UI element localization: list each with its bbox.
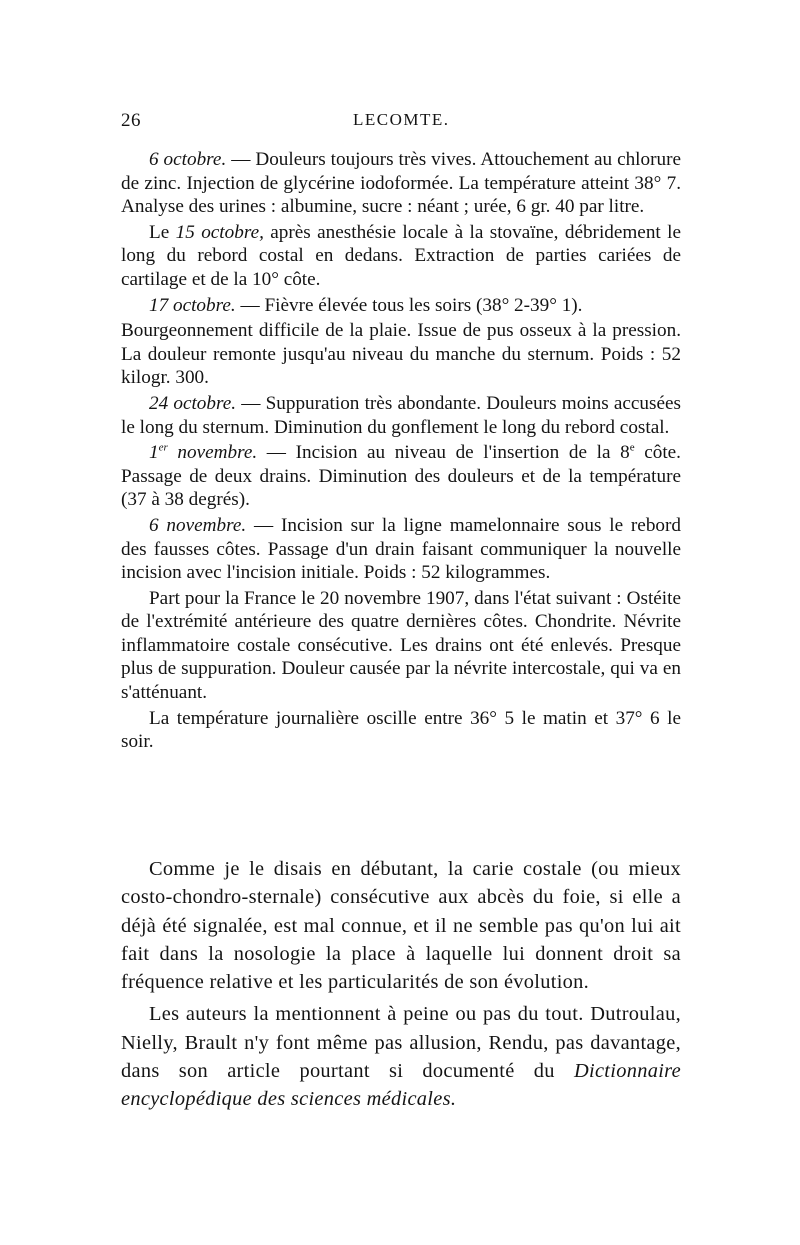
note-date: 6 octobre. (149, 149, 227, 170)
note-date: 6 novembre. (149, 514, 247, 536)
main-paragraph-2 (121, 1000, 681, 1113)
note-paragraph-oct-6 (121, 148, 681, 219)
note-paragraph-nov-1 (121, 441, 681, 512)
note-text: Part pour la France le 20 novembre 1907, dans l'état suivant : Ostéite de l'extrémité antérieure des quatre dernières côtes. Chondrite. Névrite inflammatoire costale consécutive. Les drains ont été enlevés. Presque plus de suppuration. Douleur causée par la névrite intercostale, qui va en s'atténuant. (121, 587, 681, 704)
note-text: Bourgeonnement difficile de la plaie. Issue de pus osseux à la pression. La douleur remonte jusqu'au niveau du manche du sternum. Poids : 52 kilogr. 300. (121, 320, 681, 389)
running-head: LECOMTE. (353, 110, 450, 129)
main-text-body: Les auteurs la mentionnent à peine ou pas du tout. Dutroulau, Nielly, Brault n'y font même pas allusion, Rendu, pas davantage, dans son article pourtant si documenté du (121, 1003, 681, 1083)
note-text: — Incision au niveau de l'insertion de la 8 (257, 442, 630, 464)
note-date: 15 octobre, (175, 221, 264, 243)
note-lead: Le (149, 221, 176, 243)
note-paragraph-nov-6 (121, 514, 681, 585)
note-date (149, 442, 257, 463)
note-superscript: e (629, 441, 635, 454)
main-text-body: Comme je le disais en débutant, la carie costale (ou mieux costo-chondro-sternale) consécutive aux abcès du foie, si elle a déjà été signalée, est mal connue, et il ne semble pas qu'on lui ait fait dans la nosologie la place à laquelle lui donnent droit sa fréquence relative et les particularités de son évolution. (121, 858, 681, 994)
note-paragraph-bourgeonnement (121, 319, 681, 390)
note-text: — Suppuration très abondante. Douleurs moins accusées le long du sternum. Diminution du gonflement le long du rebord costal. (121, 392, 681, 438)
main-text (121, 855, 681, 1118)
note-date-superscript: er (158, 441, 168, 454)
page-header (121, 110, 681, 140)
note-paragraph-oct-15 (121, 221, 681, 292)
note-text: — Incision sur la ligne mamelonnaire sous le rebord des fausses côtes. Passage d'un drain faisant communiquer la nouvelle incision avec l'incision initiale. Poids : 52 kilogrammes. (121, 514, 681, 584)
note-date-month: novembre. (167, 442, 258, 464)
note-date-number: 1 (149, 442, 159, 464)
note-date: 24 octobre. (149, 392, 237, 414)
note-paragraph-oct-24 (121, 392, 681, 439)
note-date: 17 octobre. (149, 294, 236, 316)
cited-work-title: Dictionnaire encyclopédique des sciences médicales. (121, 1060, 681, 1111)
note-text: — Fièvre élevée tous les soirs (38° 2-39° 1). (235, 294, 583, 316)
note-paragraph-depart (121, 587, 681, 705)
note-text-continued: côte. Passage de deux drains. Diminution des douleurs et de la température (37 à 38 degrés). (121, 442, 681, 511)
page-number: 26 (121, 110, 141, 131)
note-paragraph-oct-17 (121, 294, 681, 318)
case-notes (121, 148, 681, 756)
note-text: — Douleurs toujours très vives. Attouchement au chlorure de zinc. Injection de glycérine iodoformée. La température atteint 38° 7. Analyse des urines : albumine, sucre : néant ; urée, 6 gr. 40 par litre. (121, 149, 681, 218)
note-text: après anesthésie locale à la stovaïne, débridement le long du rebord costal en dedans. Extraction de parties cariées de cartilage et de la 10° côte. (121, 221, 681, 290)
note-text: La température journalière oscille entre 36° 5 le matin et 37° 6 le soir. (121, 707, 681, 753)
main-paragraph-1 (121, 855, 681, 996)
note-paragraph-temperature (121, 707, 681, 754)
